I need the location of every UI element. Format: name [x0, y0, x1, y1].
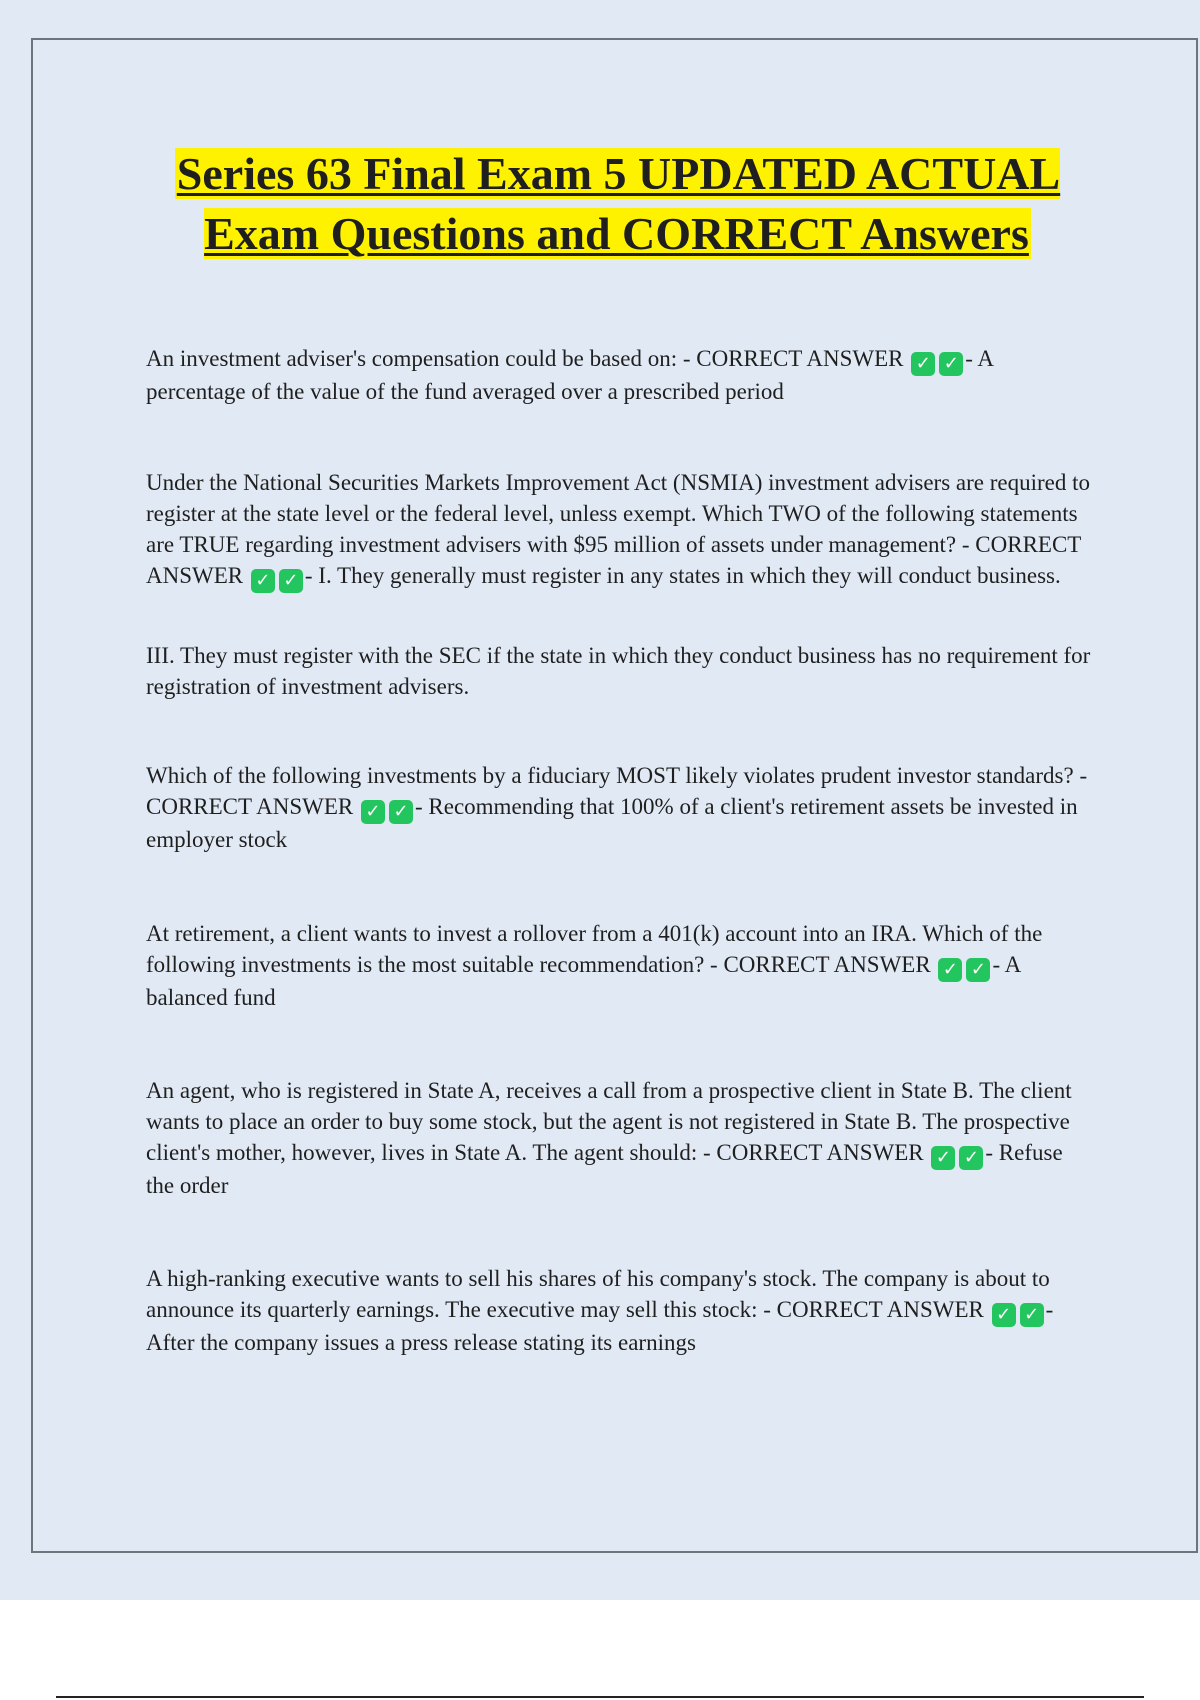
question-text: An agent, who is registered in State A, receives a call from a prospective client in State B. The client wants to place an order to buy some stock, but the agent is not registered in State B. The prospective client's mother, however, lives in State A. The agent should: - CORRECT ANSWER — [146, 1078, 1072, 1165]
question-text: Which of the following investments by a fiduciary MOST likely violates prudent investor standards? - CORRECT ANSWER — [146, 763, 1088, 819]
check-mark-icon: ✓ — [361, 800, 385, 824]
check-mark-icon: ✓ — [1020, 1303, 1044, 1327]
check-mark-icon: ✓ — [938, 958, 962, 982]
answer-extra-text: III. They must register with the SEC if the state in which they conduct business has no requirement for registration of investment advisers. — [146, 643, 1091, 699]
answer-text: - Refuse the order — [146, 1140, 1063, 1198]
answer-text: - Recommending that 100% of a client's retirement assets be invested in employer stock — [146, 794, 1078, 852]
qa-item-2-continuation — [146, 640, 1096, 702]
answer-text: - After the company issues a press release stating its earnings — [146, 1297, 1054, 1355]
document-title-text: Series 63 Final Exam 5 UPDATED ACTUAL Exam Questions and CORRECT Answers — [176, 148, 1061, 259]
check-mark-icon: ✓ — [939, 352, 963, 376]
question-text: An investment adviser's compensation could be based on: - CORRECT ANSWER — [146, 346, 904, 371]
qa-item-6 — [146, 1263, 1096, 1358]
check-mark-icon: ✓ — [251, 569, 275, 593]
document-title — [120, 144, 1115, 264]
check-mark-icon: ✓ — [279, 569, 303, 593]
qa-item-4 — [146, 918, 1096, 1013]
check-mark-icon: ✓ — [389, 800, 413, 824]
check-mark-icon: ✓ — [931, 1146, 955, 1170]
bottom-divider — [56, 1696, 1144, 1698]
check-mark-icon: ✓ — [911, 352, 935, 376]
check-mark-icon: ✓ — [992, 1303, 1016, 1327]
check-mark-icon: ✓ — [966, 958, 990, 982]
question-text: Under the National Securities Markets Improvement Act (NSMIA) investment advisers are required to register at the state level or the federal level, unless exempt. Which TWO of the following statements are TRUE regarding investment advisers with $95 million of assets under management? - CORRECT ANSWER — [146, 470, 1091, 588]
question-text: At retirement, a client wants to invest a rollover from a 401(k) account into an IRA. Which of the following investments is the most suitable recommendation? - CORRECT ANSWER — [146, 921, 1043, 977]
answer-text: - A balanced fund — [146, 952, 1020, 1010]
answer-text: - A percentage of the value of the fund averaged over a prescribed period — [146, 346, 993, 404]
qa-item-3 — [146, 760, 1096, 855]
check-mark-icon: ✓ — [959, 1146, 983, 1170]
answer-text: - I. They generally must register in any states in which they will conduct business. — [304, 563, 1061, 588]
qa-item-5 — [146, 1075, 1096, 1201]
qa-item-1 — [146, 343, 1096, 407]
question-text: A high-ranking executive wants to sell his shares of his company's stock. The company is about to announce its quarterly earnings. The executive may sell this stock: - CORRECT ANSWER — [146, 1266, 1050, 1322]
qa-item-2 — [146, 467, 1096, 593]
